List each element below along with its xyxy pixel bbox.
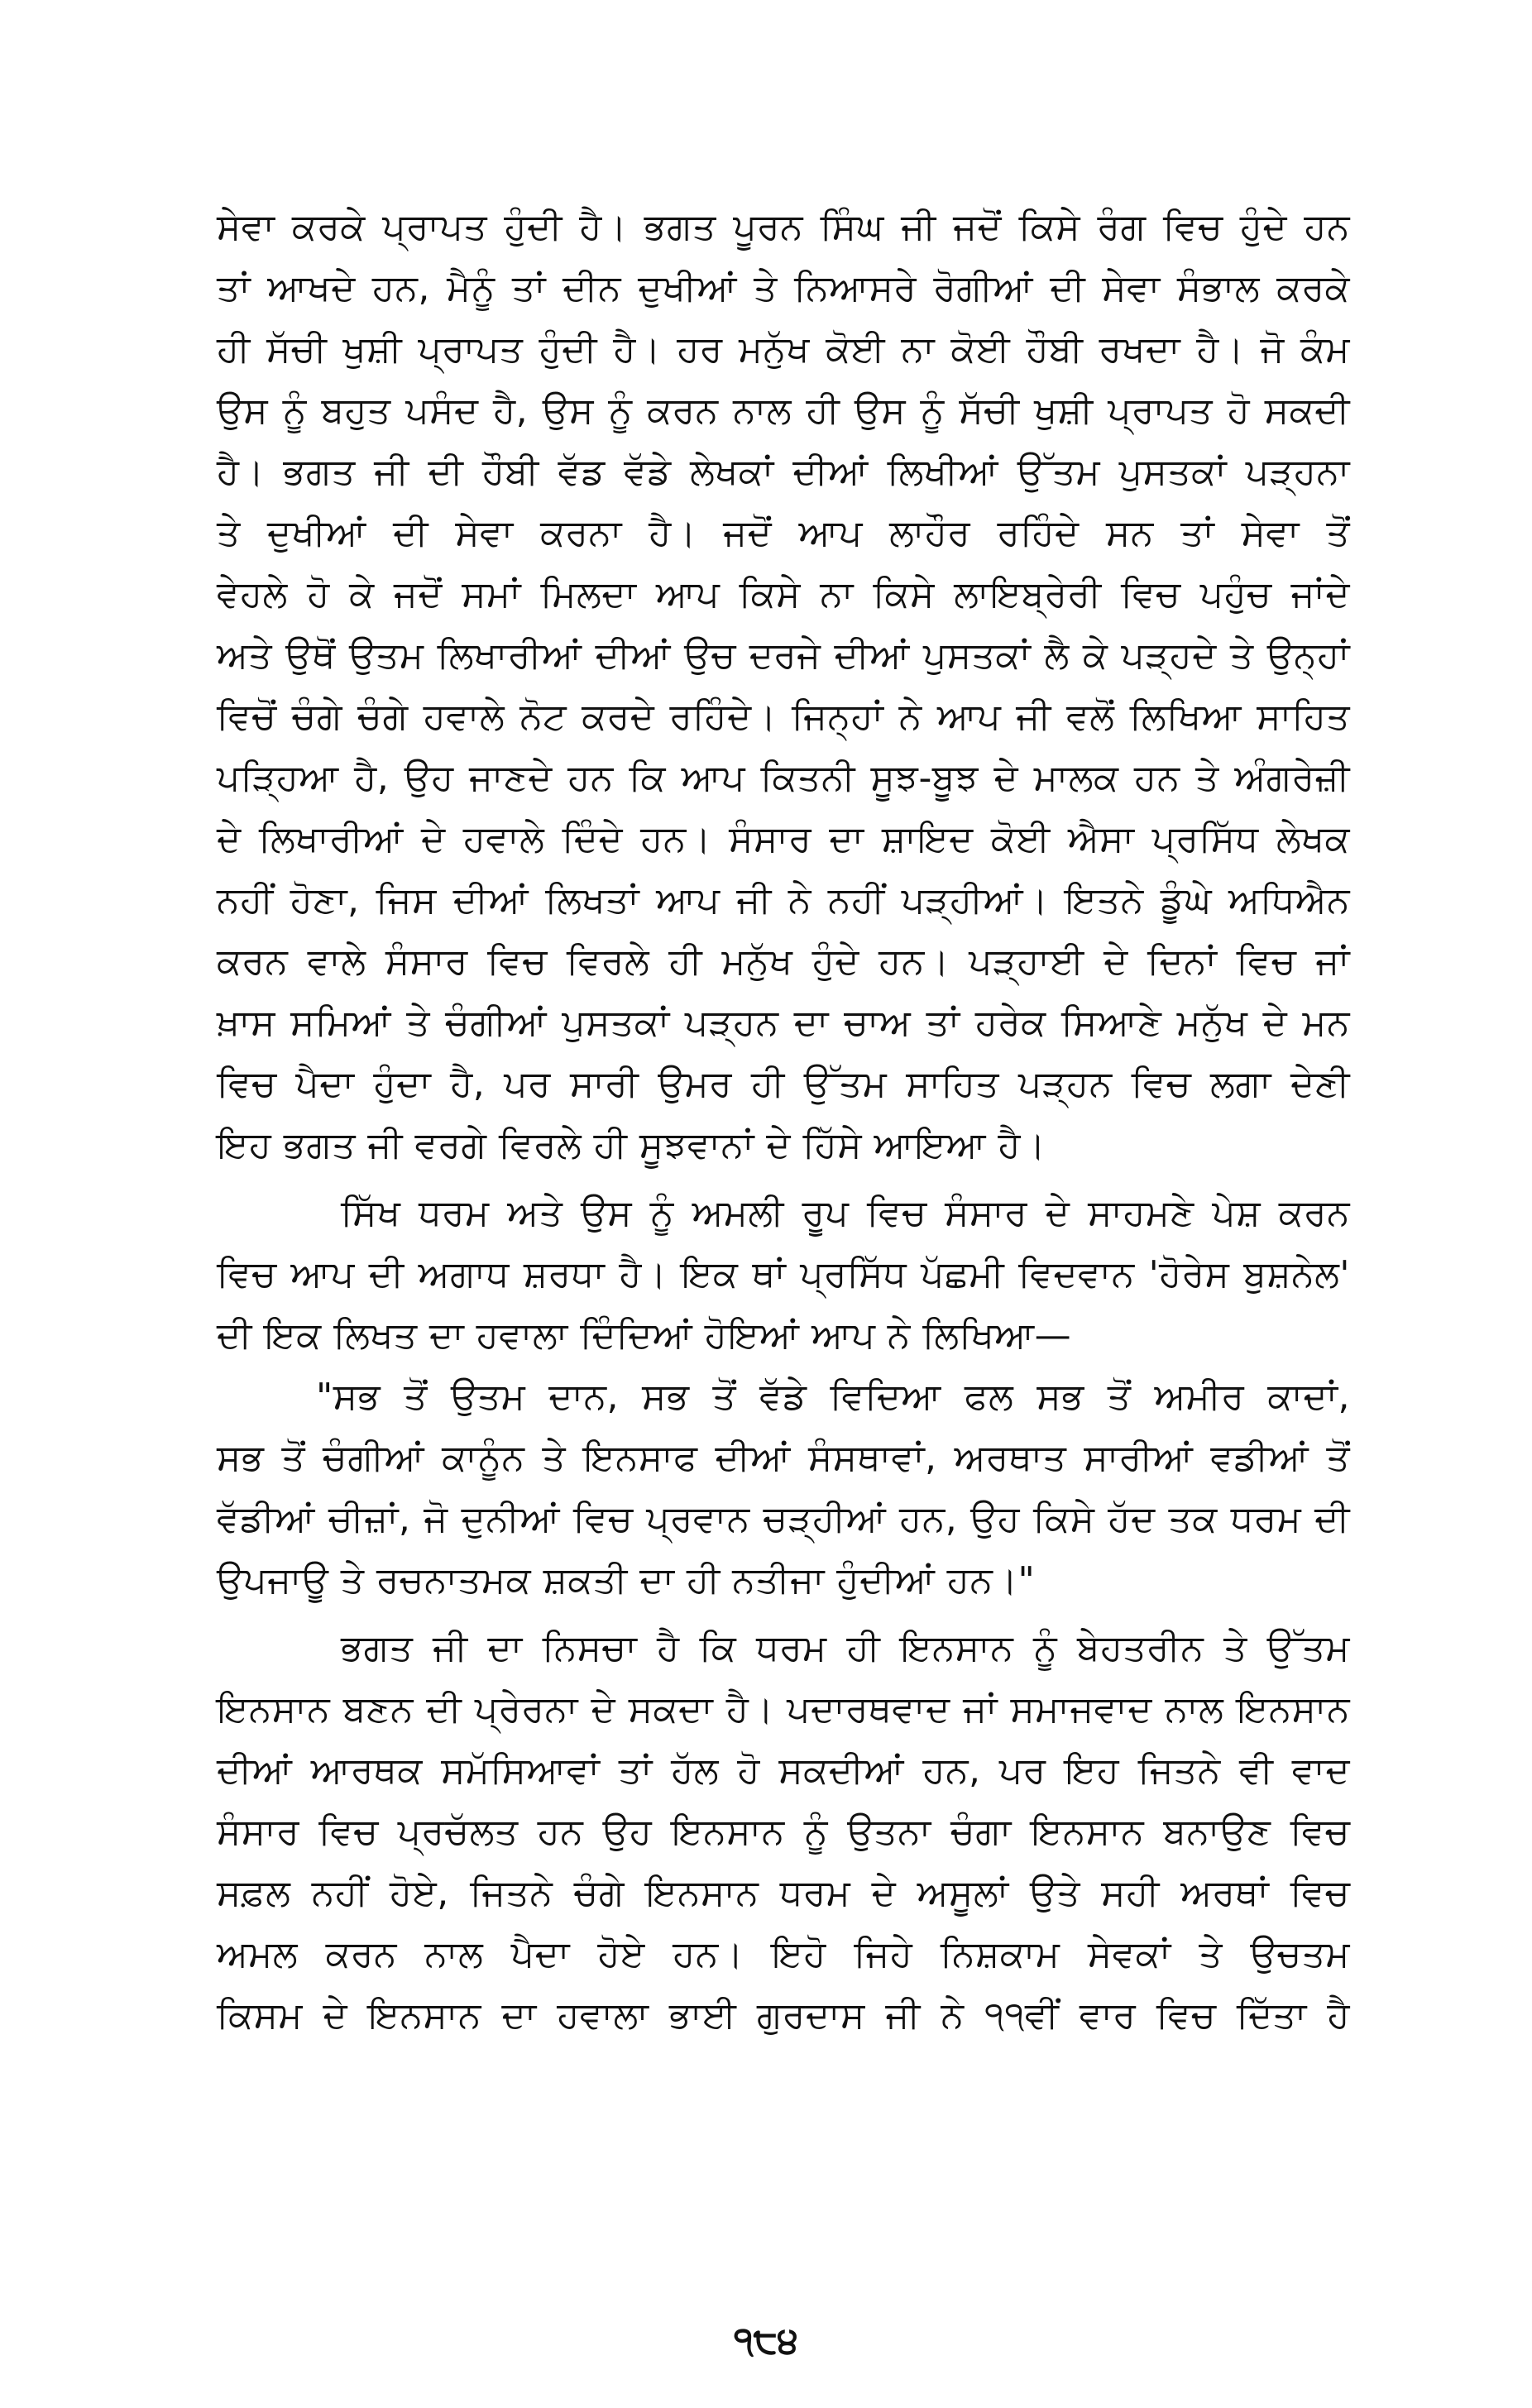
quote-line: "ਸਭ ਤੋਂ ਉਤਮ ਦਾਨ, ਸਭ ਤੋਂ ਵੱਡੇ ਵਿਦਿਆ ਫਲ ਸਭ ਤੋਂ ਅਮੀਰ ਕਾਦਾਂ, [316,1376,1350,1418]
paragraph-3 [217,1618,1350,2047]
text-line: ਵਿਚ ਆਪ ਦੀ ਅਗਾਧ ਸ਼ਰਧਾ ਹੈ। ਇਕ ਥਾਂ ਪ੍ਰਸਿੱਧ ਪੱਛਮੀ ਵਿਦਵਾਨ 'ਹੋਰੇਸ ਬੁਸ਼ਨੇਲ' [217,1253,1350,1295]
text-line: ਵਿਚ ਪੈਦਾ ਹੁੰਦਾ ਹੈ, ਪਰ ਸਾਰੀ ਉਮਰ ਹੀ ਉੱਤਮ ਸਾਹਿਤ ਪੜ੍ਹਨ ਵਿਚ ਲਗਾ ਦੇਣੀ [217,1063,1350,1105]
text-line: ਉਸ ਨੂੰ ਬਹੁਤ ਪਸੰਦ ਹੈ, ਉਸ ਨੂੰ ਕਰਨ ਨਾਲ ਹੀ ਉਸ ਨੂੰ ਸੱਚੀ ਖੁਸ਼ੀ ਪ੍ਰਾਪਤ ਹੋ ਸਕਦੀ [217,390,1350,432]
paragraph-2 [217,1183,1350,1367]
text-line: ਸੰਸਾਰ ਵਿਚ ਪ੍ਰਚੱਲਤ ਹਨ ਉਹ ਇਨਸਾਨ ਨੂੰ ਉਤਨਾ ਚੰਗਾ ਇਨਸਾਨ ਬਨਾਉਣ ਵਿਚ [217,1811,1350,1853]
quote-line: ਵੱਡੀਆਂ ਚੀਜ਼ਾਂ, ਜੋ ਦੁਨੀਆਂ ਵਿਚ ਪ੍ਰਵਾਨ ਚੜ੍ਹੀਆਂ ਹਨ, ਉਹ ਕਿਸੇ ਹੱਦ ਤਕ ਧਰਮ ਦੀ [217,1498,1350,1540]
text-line: ਦੇ ਲਿਖਾਰੀਆਂ ਦੇ ਹਵਾਲੇ ਦਿੰਦੇ ਹਨ। ਸੰਸਾਰ ਦਾ ਸ਼ਾਇਦ ਕੋਈ ਐਸਾ ਪ੍ਰਸਿੱਧ ਲੇਖਕ [217,818,1350,860]
text-line: ਸੇਵਾ ਕਰਕੇ ਪ੍ਰਾਪਤ ਹੁੰਦੀ ਹੈ। ਭਗਤ ਪੂਰਨ ਸਿੰਘ ਜੀ ਜਦੋਂ ਕਿਸੇ ਰੰਗ ਵਿਚ ਹੁੰਦੇ ਹਨ [217,206,1350,248]
text-line: ਅਤੇ ਉਥੋਂ ਉਤਮ ਲਿਖਾਰੀਆਂ ਦੀਆਂ ਉਚ ਦਰਜੇ ਦੀਆਂ ਪੁਸਤਕਾਂ ਲੈ ਕੇ ਪੜ੍ਹਦੇ ਤੇ ਉਨ੍ਹਾਂ [217,634,1350,677]
text-line: ਕਰਨ ਵਾਲੇ ਸੰਸਾਰ ਵਿਚ ਵਿਰਲੇ ਹੀ ਮਨੁੱਖ ਹੁੰਦੇ ਹਨ। ਪੜ੍ਹਾਈ ਦੇ ਦਿਨਾਂ ਵਿਚ ਜਾਂ [217,941,1350,983]
text-line: ਵਿਚੋਂ ਚੰਗੇ ਚੰਗੇ ਹਵਾਲੇ ਨੋਟ ਕਰਦੇ ਰਹਿੰਦੇ। ਜਿਨ੍ਹਾਂ ਨੇ ਆਪ ਜੀ ਵਲੋਂ ਲਿਖਿਆ ਸਾਹਿਤ [217,696,1350,738]
text-line: ਸਿੱਖ ਧਰਮ ਅਤੇ ਉਸ ਨੂੰ ਅਮਲੀ ਰੂਪ ਵਿਚ ਸੰਸਾਰ ਦੇ ਸਾਹਮਣੇ ਪੇਸ਼ ਕਰਨ [341,1192,1350,1234]
text-line: ਅਮਲ ਕਰਨ ਨਾਲ ਪੈਦਾ ਹੋਏ ਹਨ। ਇਹੋ ਜਿਹੇ ਨਿਸ਼ਕਾਮ ਸੇਵਕਾਂ ਤੇ ਉਚਤਮ [217,1933,1350,1975]
paragraph-gap [217,1176,1350,1183]
paragraph-1 [217,197,1350,1176]
text-line: ਨਹੀਂ ਹੋਣਾ, ਜਿਸ ਦੀਆਂ ਲਿਖਤਾਂ ਆਪ ਜੀ ਨੇ ਨਹੀਂ ਪੜ੍ਹੀਆਂ। ਇਤਨੇ ਡੂੰਘੇ ਅਧਿਐਨ [217,879,1350,922]
quote-line: ਉਪਜਾਊ ਤੇ ਰਚਨਾਤਮਕ ਸ਼ਕਤੀ ਦਾ ਹੀ ਨਤੀਜਾ ਹੁੰਦੀਆਂ ਹਨ।" [217,1559,1036,1601]
text-line: ਸਫ਼ਲ ਨਹੀਂ ਹੋਏ, ਜਿਤਨੇ ਚੰਗੇ ਇਨਸਾਨ ਧਰਮ ਦੇ ਅਸੂਲਾਂ ਉਤੇ ਸਹੀ ਅਰਥਾਂ ਵਿਚ [217,1872,1350,1914]
quote-line: ਸਭ ਤੋਂ ਚੰਗੀਆਂ ਕਾਨੂੰਨ ਤੇ ਇਨਸਾਫ ਦੀਆਂ ਸੰਸਥਾਵਾਂ, ਅਰਥਾਤ ਸਾਰੀਆਂ ਵਡੀਆਂ ਤੋਂ [217,1437,1350,1479]
text-line: ਤਾਂ ਆਖਦੇ ਹਨ, ਮੈਨੂੰ ਤਾਂ ਦੀਨ ਦੁਖੀਆਂ ਤੇ ਨਿਆਸਰੇ ਰੋਗੀਆਂ ਦੀ ਸੇਵਾ ਸੰਭਾਲ ਕਰਕੇ [217,267,1350,309]
text-line: ਪੜ੍ਹਿਆ ਹੈ, ਉਹ ਜਾਣਦੇ ਹਨ ਕਿ ਆਪ ਕਿਤਨੀ ਸੂਝ-ਬੂਝ ਦੇ ਮਾਲਕ ਹਨ ਤੇ ਅੰਗਰੇਜ਼ੀ [217,757,1350,799]
text-line: ਭਗਤ ਜੀ ਦਾ ਨਿਸਚਾ ਹੈ ਕਿ ਧਰਮ ਹੀ ਇਨਸਾਨ ਨੂੰ ਬੇਹਤਰੀਨ ਤੇ ਉੱਤਮ [341,1627,1350,1669]
text-line: ਖ਼ਾਸ ਸਮਿਆਂ ਤੇ ਚੰਗੀਆਂ ਪੁਸਤਕਾਂ ਪੜ੍ਹਨ ਦਾ ਚਾਅ ਤਾਂ ਹਰੇਕ ਸਿਆਣੇ ਮਨੁੱਖ ਦੇ ਮਨ [217,1002,1350,1044]
text-line: ਹੈ। ਭਗਤ ਜੀ ਦੀ ਹੌਬੀ ਵੱਡ ਵੱਡੇ ਲੇਖਕਾਂ ਦੀਆਂ ਲਿਖੀਆਂ ਉੱਤਮ ਪੁਸਤਕਾਂ ਪੜ੍ਹਨਾ [217,451,1350,493]
text-line: ਇਨਸਾਨ ਬਣਨ ਦੀ ਪ੍ਰੇਰਨਾ ਦੇ ਸਕਦਾ ਹੈ। ਪਦਾਰਥਵਾਦ ਜਾਂ ਸਮਾਜਵਾਦ ਨਾਲ ਇਨਸਾਨ [217,1688,1350,1731]
text-line: ਦੀਆਂ ਆਰਥਕ ਸਮੱਸਿਆਵਾਂ ਤਾਂ ਹੱਲ ਹੋ ਸਕਦੀਆਂ ਹਨ, ਪਰ ਇਹ ਜਿਤਨੇ ਵੀ ਵਾਦ [217,1750,1350,1792]
quotation [217,1367,1350,1611]
text-line: ਦੀ ਇਕ ਲਿਖਤ ਦਾ ਹਵਾਲਾ ਦਿੰਦਿਆਂ ਹੋਇਆਂ ਆਪ ਨੇ ਲਿਖਿਆ— [217,1314,1072,1357]
text-line: ਤੇ ਦੁਖੀਆਂ ਦੀ ਸੇਵਾ ਕਰਨਾ ਹੈ। ਜਦੋਂ ਆਪ ਲਾਹੌਰ ਰਹਿੰਦੇ ਸਨ ਤਾਂ ਸੇਵਾ ਤੋਂ [217,512,1350,554]
paragraph-gap [217,1611,1350,1618]
text-line: ਹੀ ਸੱਚੀ ਖੁਸ਼ੀ ਪ੍ਰਾਪਤ ਹੁੰਦੀ ਹੈ। ਹਰ ਮਨੁੱਖ ਕੋਈ ਨਾ ਕੋਈ ਹੌਬੀ ਰਖਦਾ ਹੈ। ਜੋ ਕੰਮ [217,328,1350,371]
body-text [217,197,1350,2047]
text-line: ਇਹ ਭਗਤ ਜੀ ਵਰਗੇ ਵਿਰਲੇ ਹੀ ਸੂਝਵਾਨਾਂ ਦੇ ਹਿੱਸੇ ਆਇਆ ਹੈ। [217,1124,1046,1166]
page-number: ੧੮੪ [733,2319,799,2362]
text-line: ਕਿਸਮ ਦੇ ਇਨਸਾਨ ਦਾ ਹਵਾਲਾ ਭਾਈ ਗੁਰਦਾਸ ਜੀ ਨੇ ੧੧ਵੀਂ ਵਾਰ ਵਿਚ ਦਿੱਤਾ ਹੈ [217,1994,1350,2037]
text-line: ਵੇਹਲੇ ਹੋ ਕੇ ਜਦੋਂ ਸਮਾਂ ਮਿਲਦਾ ਆਪ ਕਿਸੇ ਨਾ ਕਿਸੇ ਲਾਇਬ੍ਰੇਰੀ ਵਿਚ ਪਹੁੰਚ ਜਾਂਦੇ [217,573,1350,615]
